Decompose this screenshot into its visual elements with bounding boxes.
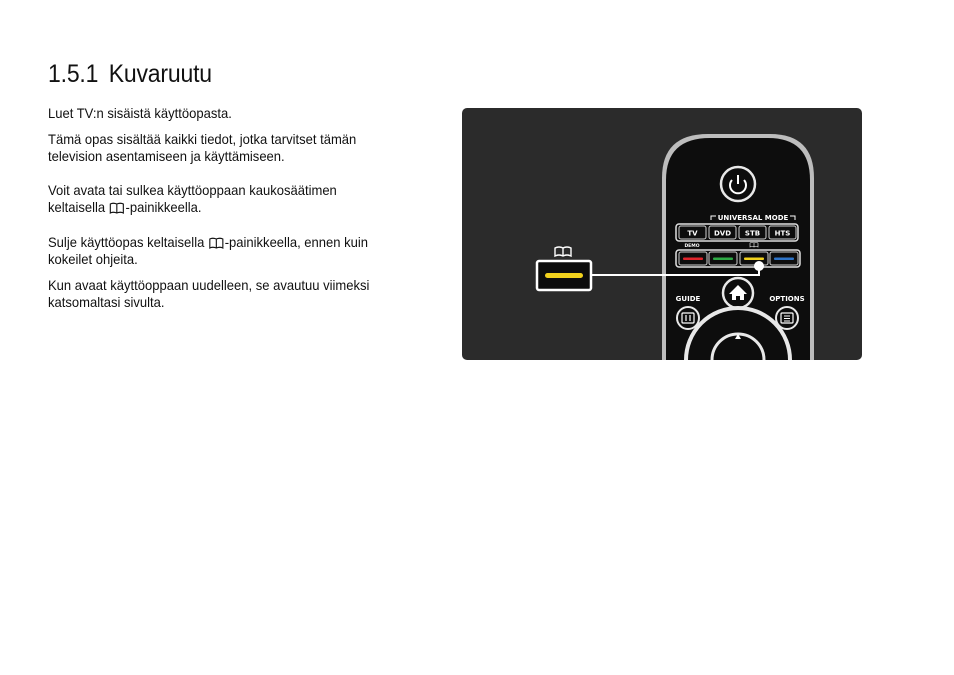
paragraph-close-before: Sulje käyttöopas keltaisella -painikkeella, ennen kuin kokeilet ohjeita. xyxy=(48,234,369,267)
callout-dot xyxy=(754,261,764,271)
remote-illustration xyxy=(462,108,862,360)
universal-mode-label: UNIVERSAL MODE xyxy=(717,214,789,222)
book-icon xyxy=(555,247,571,256)
red-key-stripe xyxy=(683,258,703,261)
highlighted-yellow-stripe xyxy=(545,273,583,278)
book-icon xyxy=(209,237,224,249)
book-icon xyxy=(110,202,125,214)
mode-dvd-label: DVD xyxy=(713,229,732,238)
green-key-stripe xyxy=(713,258,733,261)
paragraph-reopen: Kun avaat käyttöoppaan uudelleen, se avautuu viimeksi katsomaltasi sivulta. xyxy=(48,277,370,310)
mode-stb-label: STB xyxy=(744,229,761,238)
guide-button xyxy=(677,307,699,329)
demo-label: DEMO xyxy=(684,244,700,249)
mode-tv-label: TV xyxy=(687,229,698,238)
section-title: Kuvaruutu xyxy=(108,60,212,88)
paragraph-open-close: Voit avata tai sulkea käyttöoppaan kaukosäätimen keltaisella -painikkeella. xyxy=(48,182,337,215)
paragraph-contents: Tämä opas sisältää kaikki tiedot, jotka tarvitset tämän television asentamiseen ja käyttämiseen. xyxy=(48,131,357,164)
guide-label: GUIDE xyxy=(675,295,701,303)
paragraph-intro: Luet TV:n sisäistä käyttöopasta. xyxy=(48,105,232,121)
remote-drawing xyxy=(462,108,862,360)
section-number: 1.5.1 xyxy=(48,60,99,88)
page-title xyxy=(48,60,212,89)
options-label: OPTIONS xyxy=(769,295,805,303)
yellow-key-stripe xyxy=(744,258,764,261)
mode-hts-label: HTS xyxy=(774,229,791,238)
blue-key-stripe xyxy=(774,258,794,261)
